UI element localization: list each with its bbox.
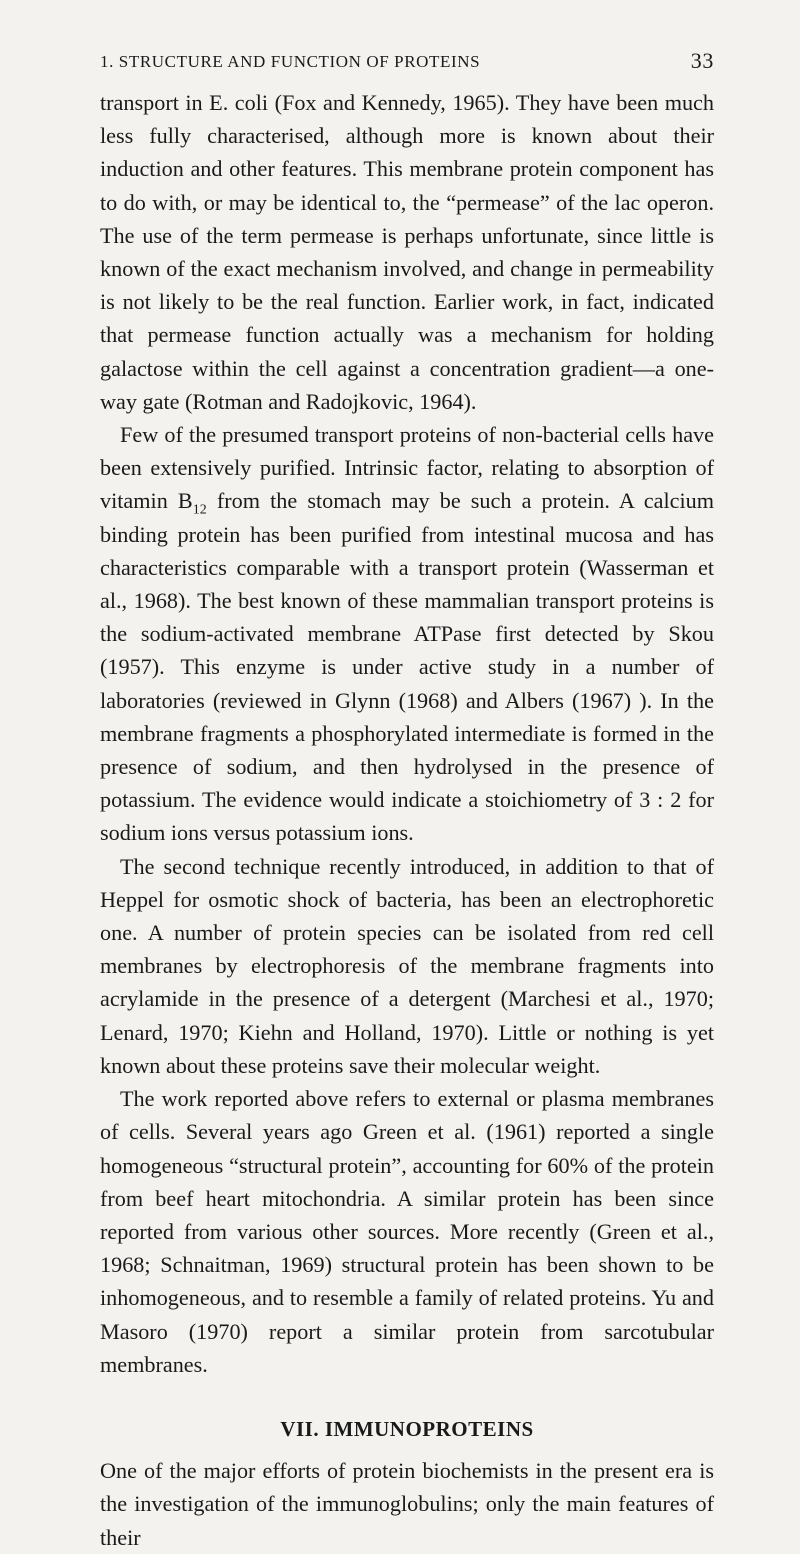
body-text [100, 86, 714, 1554]
chapter-title: 1. STRUCTURE AND FUNCTION OF PROTEINS [100, 52, 481, 71]
section-heading: VII. IMMUNOPROTEINS [280, 1416, 534, 1441]
paragraph-5: One of the major efforts of protein biochemists in the present era is the investigation of the immunoglobulins; only the main features of their [100, 1458, 714, 1550]
page-number: 33 [690, 48, 714, 73]
paragraph-2 [100, 418, 714, 850]
running-head [100, 48, 714, 73]
paragraph-2-part-a: Few of the presumed transport proteins of non-bacterial cells have been extensively purified. Intrinsic factor, relating to absorption of vitamin B [100, 422, 714, 514]
vitamin-subscript: 12 [192, 502, 207, 518]
paragraph-3: The second technique recently introduced, in addition to that of Heppel for osmotic shock of bacteria, has been an electrophoretic one. A number of protein species can be isolated from red cell membranes by electrophoresis of the membrane fragments into acrylamide in the presence of a detergent (Marchesi et al., 1970; Lenard, 1970; Kiehn and Holland, 1970). Little or nothing is yet known about these proteins save their molecular weight. [100, 853, 714, 1078]
paragraph-2-part-b: from the stomach may be such a protein. A calcium binding protein has been purified from intestinal mucosa and has characteristics comparable with a transport protein (Wasserman et al., 1968). The best known of these mammalian transport proteins is the sodium-activated membrane ATPase first detected by Skou (1957). This enzyme is under active study in a number of laboratories (reviewed in Glynn (1968) and Albers (1967) ). In the membrane fragments a phosphorylated intermediate is formed in the presence of sodium, and then hydrolysed in the presence of potassium. The evidence would indicate a stoichiometry of 3 : 2 for sodium ions versus potassium ions. [100, 488, 714, 846]
paragraph-4: The work reported above refers to external or plasma membranes of cells. Several years ago Green et al. (1961) reported a single homogeneous “structural protein”, accounting for 60% of the protein from beef heart mitochondria. A similar protein has been since reported from various other sources. More recently (Green et al., 1968; Schnaitman, 1969) structural protein has been shown to be inhomogeneous, and to resemble a family of related proteins. Yu and Masoro (1970) report a similar protein from sarcotubular membranes. [100, 1086, 714, 1377]
paragraph-1: transport in E. coli (Fox and Kennedy, 1965). They have been much less fully characterised, although more is known about their induction and other features. This membrane protein component has to do with, or may be identical to, the “permease” of the lac operon. The use of the term permease is perhaps unfortunate, since little is known of the exact mechanism involved, and change in permeability is not likely to be the real function. Earlier work, in fact, indicated that permease function actually was a mechanism for holding galactose within the cell against a concentration gradient—a one-way gate (Rotman and Radojkovic, 1964). [100, 90, 714, 414]
